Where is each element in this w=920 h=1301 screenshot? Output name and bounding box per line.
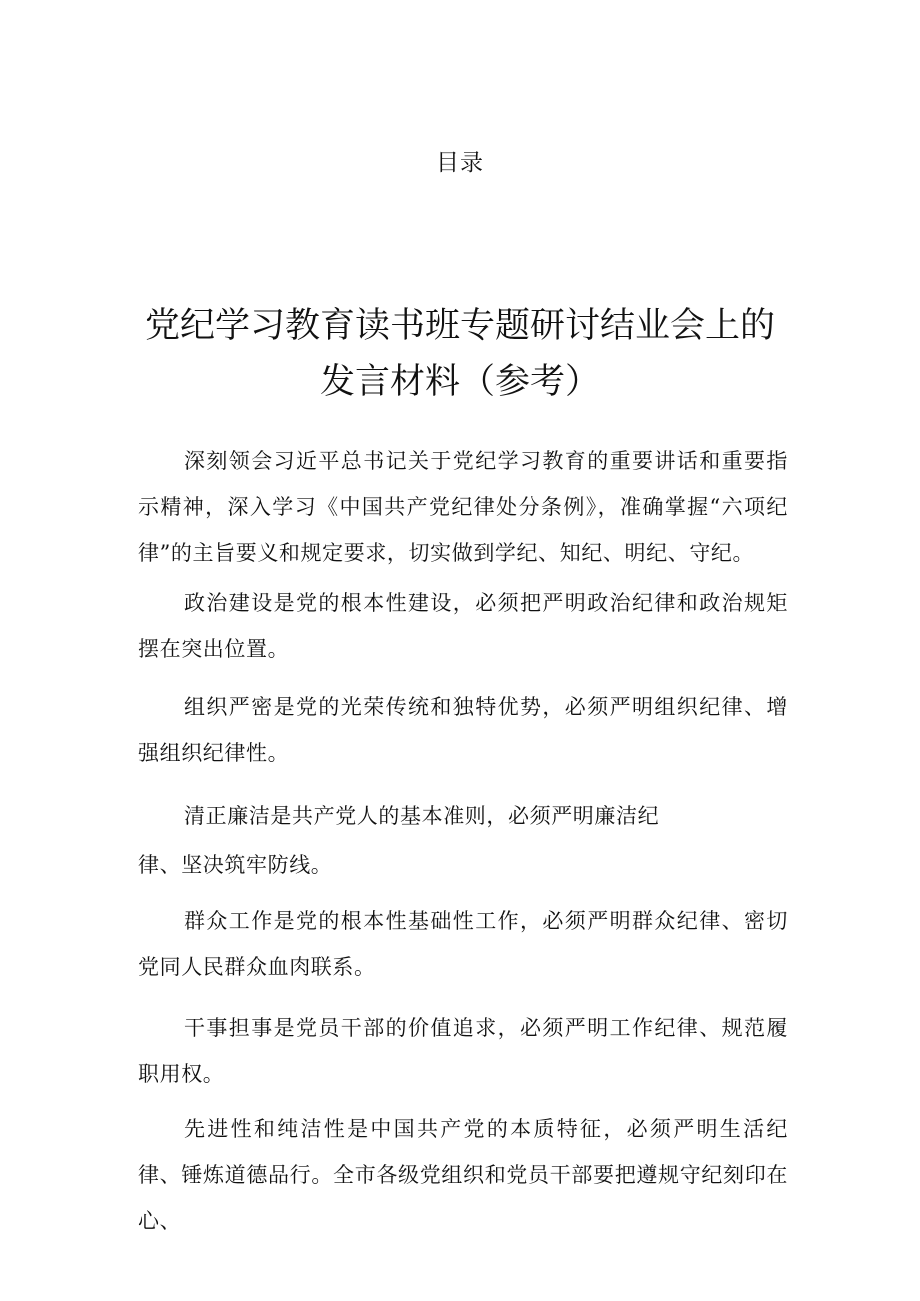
document-title-line-2: 发言材料（参考） [319, 362, 600, 402]
document-title [80, 298, 840, 410]
paragraph-integrity-discipline-continued: 律、坚决筑牢防线。 [138, 853, 333, 877]
paragraph-integrity-discipline: 清正廉洁是共产党人的基本准则，必须严明廉洁纪 [184, 804, 660, 828]
toc-heading: 目录 [436, 150, 484, 176]
paragraph-intro: 深刻领会习近平总书记关于党纪学习教育的重要讲话和重要指示精神，深入学习《中国共产党纪律处分条例》，准确掌握“六项纪律”的主旨要义和规定要求，切实做到学纪、知纪、明纪、守纪。 [138, 449, 788, 565]
paragraph-mass-discipline: 群众工作是党的根本性基础性工作，必须严明群众纪律、密切党同人民群众血肉联系。 [138, 909, 788, 979]
paragraph-organizational-discipline: 组织严密是党的光荣传统和独特优势，必须严明组织纪律、增强组织纪律性。 [138, 695, 788, 765]
document-title-line-1: 党纪学习教育读书班专题研讨结业会上的 [144, 306, 775, 346]
paragraph-political-discipline: 政治建设是党的根本性建设，必须把严明政治纪律和政治规矩摆在突出位置。 [138, 591, 788, 661]
paragraph-life-discipline: 先进性和纯洁性是中国共产党的本质特征，必须严明生活纪律、锤炼道德品行。全市各级党组织和党员干部要把遵规守纪刻印在心、 [138, 1117, 788, 1233]
paragraph-work-discipline: 干事担事是党员干部的价值追求，必须严明工作纪律、规范履职用权。 [138, 1016, 788, 1086]
